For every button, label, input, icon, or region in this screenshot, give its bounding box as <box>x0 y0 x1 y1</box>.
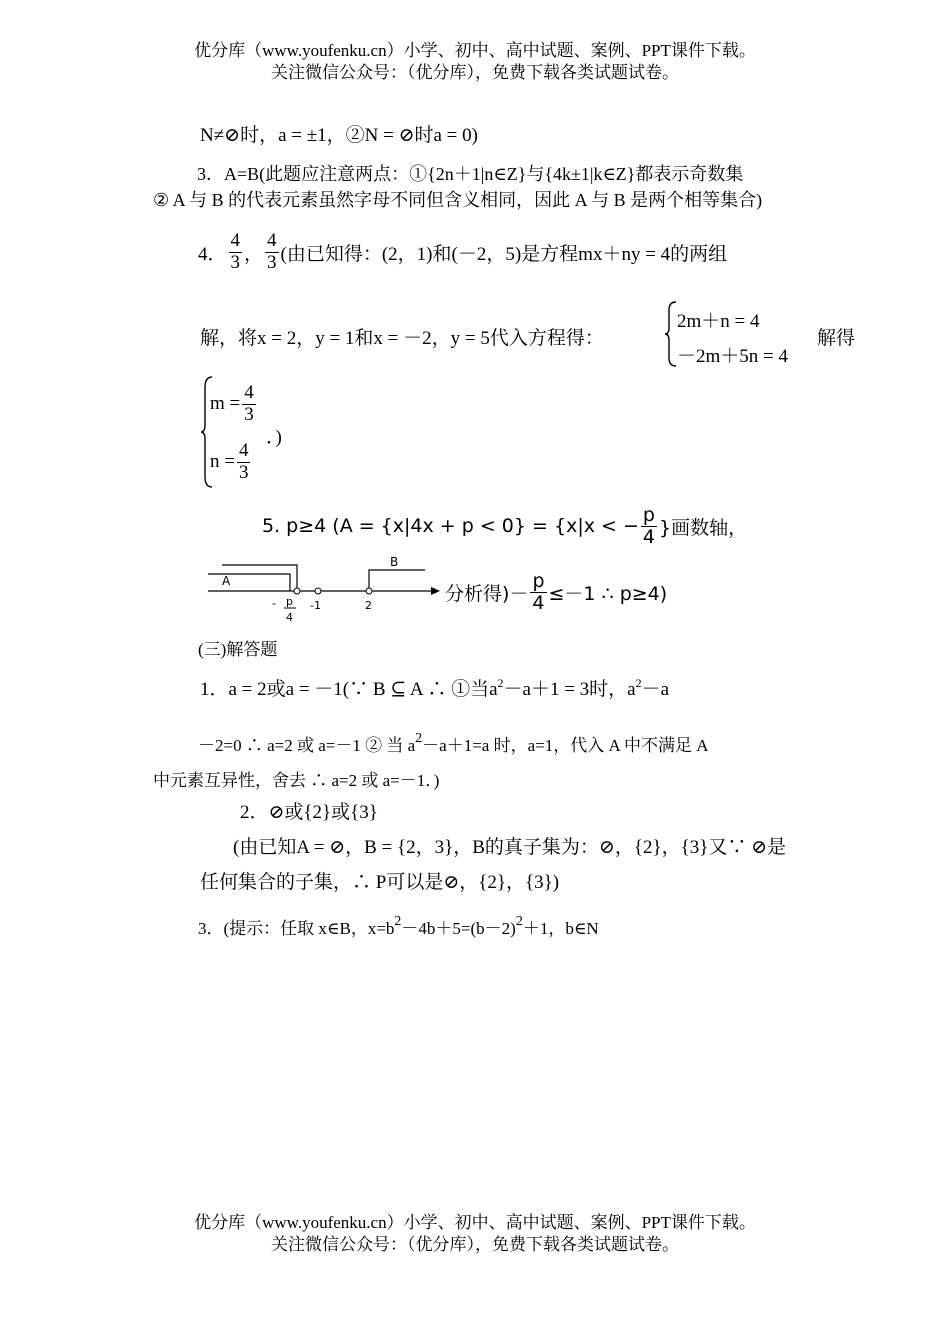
s1-text: 1．a = 2或a = －1(∵ B ⊆ A ∴ ①当a <box>200 679 498 700</box>
axis-arrow <box>431 587 440 595</box>
s1-line2 <box>198 731 709 756</box>
superscript: 2 <box>635 676 642 690</box>
tick-minus: - <box>272 597 276 610</box>
q4-line <box>198 224 727 280</box>
n-label: n = <box>210 451 235 472</box>
q5-text: 5. p≥4 (A = {x|4x + p < 0} = {x|x < − <box>262 515 639 537</box>
q5-line <box>262 500 747 552</box>
frac-den: 4 <box>532 591 545 614</box>
n-solution <box>210 436 252 488</box>
set-a-bracket-inner <box>208 574 290 591</box>
s1-text: －a＋1 = 3时，a <box>503 679 636 700</box>
s3-line <box>198 914 599 939</box>
analyze-tail: ≤－1 ∴ p≥4) <box>548 582 668 605</box>
text-line: 解，将x = 2，y = 1和x = －2，y = 5代入方程得： <box>200 328 604 349</box>
footer-line-1: 优分库（www.youfenku.cn）小学、初中、高中试题、案例、PPT课件下载。 <box>194 1213 756 1232</box>
analyze-text: 分析得)－ <box>445 582 529 605</box>
text-jiede: 解得 <box>817 328 856 349</box>
s1-text: －a＋1=a 时，a=1，代入 A 中不满足 A <box>422 736 709 755</box>
frac-num: 4 <box>244 381 254 403</box>
text-line: (由已知A = ⊘，B = {2，3}，B的真子集为：⊘，{2}，{3}又∵ ⊘是 <box>233 837 787 858</box>
text-line: N≠⊘时，a = ±1，②N = ⊘时a = 0) <box>200 125 478 146</box>
q4-number: 4． <box>198 243 227 265</box>
frac-num: 4 <box>267 229 277 251</box>
frac-den: 3 <box>244 403 254 425</box>
fraction <box>237 441 251 484</box>
s1-text: －a <box>641 679 670 700</box>
fraction <box>641 505 657 548</box>
frac-num: p <box>530 571 546 593</box>
superscript: 2 <box>515 914 523 929</box>
comma: ， <box>244 243 264 265</box>
s1-text: －2=0 ∴ a=2 或 a=－1 ② 当 a <box>198 736 416 755</box>
q5-conclusion <box>445 566 667 618</box>
tick-label-2: 2 <box>365 599 372 612</box>
q5-tail: }画数轴， <box>658 516 748 539</box>
set-b-bracket <box>369 570 425 591</box>
superscript: 2 <box>497 676 504 690</box>
s3-text: －4b＋5=(b－2) <box>401 919 516 938</box>
tick-label-neg1: -1 <box>310 599 321 612</box>
text-line: 任何集合的子集，∴ P可以是⊘，{2}，{3}) <box>200 872 560 893</box>
frac-den: 3 <box>238 461 249 483</box>
header-line-2: 关注微信公众号：（优分库），免费下载各类试题试卷。 <box>271 63 679 82</box>
frac-num: p <box>641 505 657 527</box>
label-a: A <box>222 574 231 588</box>
open-point <box>294 588 300 594</box>
label-b: B <box>390 555 399 569</box>
s3-text: ＋1，b∈N <box>522 919 599 938</box>
fraction <box>530 571 546 614</box>
open-point <box>315 588 321 594</box>
eq-2: －2m＋5n = 4 <box>677 346 788 367</box>
m-solution <box>210 378 258 430</box>
fraction <box>265 231 279 274</box>
open-point <box>366 588 372 594</box>
fraction <box>242 383 256 426</box>
s1-line1 <box>200 674 669 701</box>
footer-line-2: 关注微信公众号：（优分库），免费下载各类试题试卷。 <box>271 1235 679 1254</box>
q4-text: (由已知得：(2，1)和(－2，5)是方程mx＋ny = 4的两组 <box>280 243 728 265</box>
header-line-1: 优分库（www.youfenku.cn）小学、初中、高中试题、案例、PPT课件下载。 <box>194 41 756 60</box>
fraction <box>229 231 243 274</box>
close-text: ．) <box>266 427 282 448</box>
text-line: 3．A=B(此题应注意两点：①{2n＋1|n∈Z}与{4k±1|k∈Z}都表示奇数集 <box>197 164 744 184</box>
frac-num: 4 <box>238 439 249 461</box>
frac-num: 4 <box>230 229 241 251</box>
tick-p: p <box>286 595 293 608</box>
frac-den: 3 <box>267 251 277 273</box>
text-line: 2．⊘或{2}或{3} <box>240 802 378 823</box>
eq-1: 2m＋n = 4 <box>677 311 760 332</box>
superscript: 2 <box>394 914 402 929</box>
s3-text: 3．(提示：任取 x∈B，x=b <box>198 919 395 938</box>
brace <box>664 300 678 368</box>
number-line-diagram <box>200 552 450 632</box>
section-title: (三)解答题 <box>198 640 278 659</box>
frac-den: 3 <box>230 251 241 273</box>
superscript: 2 <box>415 731 423 746</box>
text-line: 中元素互异性，舍去 ∴ a=2 或 a=－1．) <box>153 771 440 790</box>
set-a-bracket <box>222 565 297 591</box>
frac-den: 4 <box>642 525 655 548</box>
text-line: ② A 与 B 的代表元素虽然字母不同但含义相同，因此 A 与 B 是两个相等集合) <box>153 190 763 210</box>
m-label: m = <box>210 393 241 414</box>
tick-4: 4 <box>286 611 293 624</box>
